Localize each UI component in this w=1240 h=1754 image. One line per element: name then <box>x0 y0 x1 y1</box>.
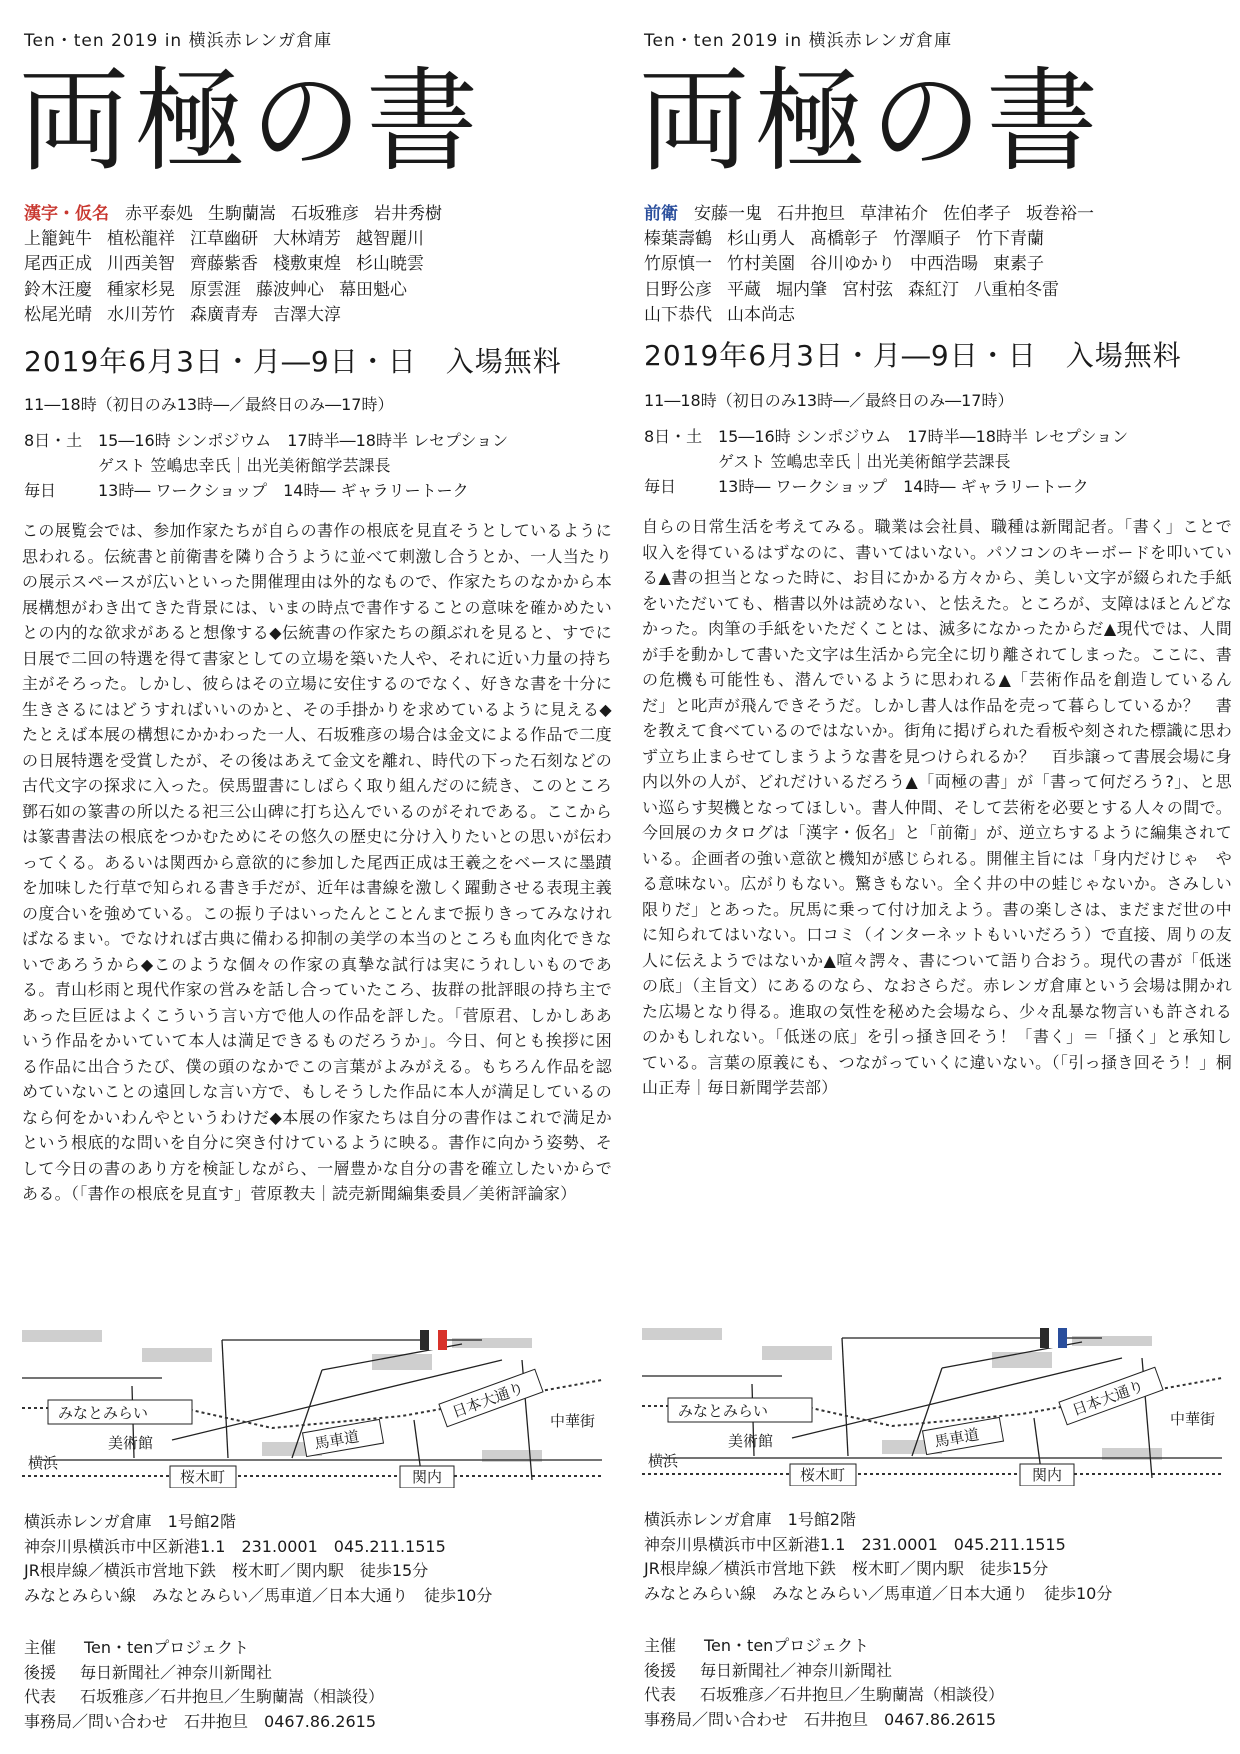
flag-stripe <box>1040 1328 1049 1348</box>
support-value: 毎日新聞社／神奈川新聞社 <box>80 1662 273 1682</box>
map-label-museum: 美術館 <box>728 1432 774 1450</box>
event-schedule <box>24 428 508 503</box>
artist-name: 鈴木汪慶 <box>24 279 92 300</box>
flag-icon <box>420 1330 447 1350</box>
venue-info <box>24 1510 492 1608</box>
artist-name: 水川芳竹 <box>107 304 175 325</box>
organizer-info <box>24 1636 384 1734</box>
access-map <box>22 1330 602 1488</box>
artist-name: 平蔵 <box>727 279 761 300</box>
artist-name: 中西浩暘 <box>910 254 978 275</box>
office-label: 事務局／問い合わせ <box>644 1709 789 1729</box>
flag-stripe <box>438 1330 447 1350</box>
support-label: 後援 <box>24 1662 57 1682</box>
artist-name: 松尾光晴 <box>24 304 92 325</box>
category-label: 前衛 <box>644 204 678 224</box>
essay-paragraph: この展覧会では、参加作家たちが自らの書作の根底を見直そうとしているように思われる。伝統書と前衛書を隣り合うように並べて刺激し合うとか、一人当たりの展示スペースが広いといった開催理由は外的なもので、作家たちのなかから本展構想がわき出てきた背景には、いまの時点で書作することの意味を確かめたいとの内的な欲求があると想像する◆伝統書の作家たちの顔ぶれを見ると、すでに日展で二回の特選を得て書家としての立場を築いた人や、それに近い力量の持ち主がそろった。しかし、彼らはその立場に安住するのでなく、好きな書を十分に生きさるにはどうすればいいのかと、その手掛かりを求めているように見える◆たとえば本展の構想にかかわった一人、石坂雅彦の場合は金文による作品で二度の日展特選を受賞したが、その後はあえて金文を離れ、時代の下った石刻などの古代文字の探求に入った。侯馬盟書にしばらく取り組んだのに続き、このところ鄧石如の篆書の所以たる祀三公山碑に打ち込んでいるのがそれである。ここからは篆書書法の根底をつかむためにその悠久の歴史に分け入りたいとの思いが伝わってくる。あるいは関西から意欲的に参加した尾西正成は王羲之をベースに墨蹟を加味した行草で知られる書き手だが、近年は書線を激しく躍動させる表現主義の度合いを強めている。この振り子はいったんとことんまで振りきってみなければなるまい。でなければ古典に備わる抑制の美学の本当のところも血肉化できないであろうから◆このような個々の作家の真摯な試行は実にうれしいものである。青山杉雨と現代作家の営みを話し合っていたころ、抜群の批評眼の持ち主であった巨匠はよくこういう言い方で他人の作品を評した。「菅原君、しかしああいう作品をかいていて本人は満足できるものだろうか」。今日、何とも挨拶に困る作品に出合うたび、僕の頭のなかでこの言葉がよみがえる。もちろん作品を認めていないことの遠回しな言い方で、もしそうした作品に本人が満足しているのなら何をかいわんやというわけだ◆本展の作家たちは自分の書作はこれで満足かという根底的な問いを自分に突き付けているように映る。書作に向かう姿勢、そして今日の書のあり方を検証しながら、一層豊かな自分の書を確立したいからである。（「書作の根底を見直す」菅原教夫｜読売新聞編集委員／美術評論家） <box>22 521 613 1203</box>
support-label: 後援 <box>644 1660 677 1680</box>
office-label: 事務局／問い合わせ <box>24 1711 169 1731</box>
artist-line <box>644 303 1234 328</box>
host-value: Ten・tenプロジェクト <box>704 1636 869 1655</box>
artist-name: 種家杉晃 <box>107 279 175 300</box>
schedule-event: 15―16時 シンポジウム 17時半―18時半 レセプション <box>98 431 509 450</box>
artist-name: 森紅汀 <box>908 279 959 300</box>
map-label-sakuragicho: 桜木町 <box>800 1466 846 1484</box>
rep-value: 石坂雅彦／石井抱旦／生駒蘭嵩（相談役） <box>700 1685 1005 1704</box>
venue-line: 横浜赤レンガ倉庫 1号館2階 <box>644 1510 856 1529</box>
artist-name: 原雲涯 <box>190 279 241 300</box>
artist-name: 佐伯孝子 <box>943 204 1011 224</box>
exhibition-date: 2019年6月3日・月―9日・日 入場無料 <box>24 345 562 378</box>
artist-line <box>644 278 1234 303</box>
category-label: 漢字・仮名 <box>24 204 109 224</box>
map-label-nihon-odori: 日本大通り <box>1069 1376 1147 1420</box>
map-label-nihon-odori: 日本大通り <box>449 1378 527 1422</box>
map-label-museum: 美術館 <box>108 1434 154 1452</box>
map-label-kannai: 関内 <box>1032 1466 1063 1484</box>
artist-name: 生駒蘭嵩 <box>208 204 276 224</box>
artist-name: 榛葉壽鶴 <box>644 229 712 250</box>
flag-stripe <box>420 1330 429 1350</box>
artist-name: 植松龍祥 <box>107 229 175 250</box>
artist-line <box>24 303 614 328</box>
event-schedule <box>644 424 1128 499</box>
left-flyer <box>18 0 613 1754</box>
venue-line: JR根岸線／横浜市営地下鉄 桜木町／関内駅 徒歩15分 <box>24 1561 429 1580</box>
map-label-sakuragicho: 桜木町 <box>180 1468 226 1486</box>
schedule-day: 8日・土 <box>644 427 703 446</box>
artist-line <box>644 227 1234 252</box>
artist-name: 江草幽研 <box>190 229 258 250</box>
rep-label: 代表 <box>644 1685 677 1704</box>
map-label-bashamichi: 馬車道 <box>313 1427 361 1453</box>
artist-name: 石坂雅彦 <box>291 204 359 224</box>
artist-name: 岩井秀樹 <box>374 204 442 224</box>
artist-name: 藤波艸心 <box>256 279 324 300</box>
exhibition-title: 両極の書 <box>638 57 1102 187</box>
map-boxes <box>48 1369 543 1488</box>
schedule-guest: ゲスト 笠嶋忠幸氏｜出光美術館学芸課長 <box>98 456 391 475</box>
opening-hours: 11―18時（初日のみ13時―／最終日のみ―17時） <box>644 391 1014 410</box>
schedule-day: 毎日 <box>24 481 57 500</box>
organizer-info <box>644 1634 1004 1732</box>
artist-line <box>24 278 614 303</box>
artist-name: 髙橋彰子 <box>810 229 878 250</box>
exhibition-date: 2019年6月3日・月―9日・日 入場無料 <box>644 339 1182 372</box>
artist-name: 八重柏冬雷 <box>974 279 1059 300</box>
map-label-kannai: 関内 <box>412 1468 443 1486</box>
rep-label: 代表 <box>24 1687 57 1706</box>
artist-name: 越智麗川 <box>356 229 424 250</box>
venue-line: みなとみらい線 みなとみらい／馬車道／日本大通り 徒歩10分 <box>644 1583 1113 1603</box>
artist-name: 吉澤大淳 <box>273 304 341 325</box>
artist-name: 堀内肇 <box>776 279 827 300</box>
map-label-yokohama: 横浜 <box>28 1454 59 1472</box>
artist-name: 宮村弦 <box>842 279 893 300</box>
artist-line <box>24 252 614 277</box>
artist-name: 石井抱旦 <box>777 204 845 224</box>
schedule-guest: ゲスト 笠嶋忠幸氏｜出光美術館学芸課長 <box>718 452 1011 471</box>
artist-name: 安藤一鬼 <box>694 204 762 224</box>
map-label-minatomirai: みなとみらい <box>58 1404 149 1422</box>
venue-line: 神奈川県横浜市中区新港1.1 231.0001 045.211.1515 <box>24 1536 446 1556</box>
schedule-day: 8日・土 <box>24 431 83 450</box>
access-map <box>642 1328 1222 1486</box>
venue-line: JR根岸線／横浜市営地下鉄 桜木町／関内駅 徒歩15分 <box>644 1559 1049 1578</box>
office-value: 石井抱旦 0467.86.2615 <box>184 1711 377 1731</box>
venue-line: みなとみらい線 みなとみらい／馬車道／日本大通り 徒歩10分 <box>24 1585 493 1605</box>
artist-name: 竹下青蘭 <box>976 229 1044 250</box>
event-name: Ten・ten 2019 in 横浜赤レンガ倉庫 <box>24 31 333 51</box>
schedule-day: 毎日 <box>644 477 677 496</box>
artist-name: 杉山勇人 <box>727 229 795 250</box>
artist-name: 日野公彦 <box>644 279 712 300</box>
artist-name: 幕田魁心 <box>339 279 407 300</box>
artist-name: 谷川ゆかり <box>810 254 895 275</box>
artist-name: 山本尚志 <box>727 304 795 325</box>
artist-line <box>644 252 1234 277</box>
artist-line <box>644 202 1234 227</box>
flag-stripe <box>1058 1328 1067 1348</box>
event-name: Ten・ten 2019 in 横浜赤レンガ倉庫 <box>644 31 953 51</box>
exhibition-title: 両極の書 <box>18 57 482 187</box>
flag-stripe <box>1049 1328 1058 1348</box>
artist-list <box>644 202 1234 328</box>
artist-name: 赤平泰処 <box>125 204 193 224</box>
flag-icon <box>1040 1328 1067 1348</box>
map-label-chinatown: 中華街 <box>550 1412 596 1430</box>
artist-name: 竹村美園 <box>727 254 795 275</box>
venue-info <box>644 1508 1112 1606</box>
support-value: 毎日新聞社／神奈川新聞社 <box>700 1660 893 1680</box>
schedule-event: 13時― ワークショップ 14時― ギャラリートーク <box>98 481 469 500</box>
artist-name: 川西美智 <box>107 254 175 275</box>
essay-text <box>642 514 1232 1101</box>
rep-value: 石坂雅彦／石井抱旦／生駒蘭嵩（相談役） <box>80 1687 385 1706</box>
artist-name: 森廣青寿 <box>190 304 258 325</box>
essay-paragraph: 自らの日常生活を考えてみる。職業は会社員、職種は新聞記者。「書く」ことで収入を得ているはずなのに、書いてはいない。パソコンのキーボードを叩いている▲書の担当となった時に、お目にかかる方々から、美しい文字が綴られた手紙をいただいても、楷書以外は読めない、と怯えた。ところが、支障はほとんどなかった。肉筆の手紙をいただくことは、滅多になかったからだ▲現代では、人間が手を動かして書いた文字は生活から完全に切り離されてしまった。ここに、書の危機も可能性も、潜んでいるように思われる▲「芸術作品を創造しているんだ」と叱声が飛んできそうだ。しかし書人は作品を売って暮らしているか？ 書を教えて食べているのではないか。街角に掲げられた看板や刻された標識に思わず立ち止まらせてしまうような書を見つけられるか？ 百歩譲って書展会場に身内以外の人が、どれだけいるだろう▲「両極の書」が「書って何だろう?」、と思い巡らす契機となってほしい。書人仲間、そして芸術を必要とする人々の間で。今回展のカタログは「漢字・仮名」と「前衛」が、逆立ちするように編集されている。企画者の強い意欲と機知が感じられる。開催主旨には「身内だけじゃ やる意味ない。広がりもない。驚きもない。全く井の中の蛙じゃないか。さみしい限りだ」とあった。尻馬に乗って付け加えよう。書の楽しさは、まだまだ世の中に知られてはいない。口コミ（インターネットもいいだろう）で直接、周りの友人に伝えようではないか▲喧々諤々、書について語り合おう。現代の書が「低迷の底」（主旨文）にあるのなら、なおさらだ。赤レンガ倉庫という会場は開かれた広場となり得る。進取の気性を秘めた会場なら、少々乱暴な物言いも許されるのかもしれない。「低迷の底」を引っ掻き回そう！「書く」＝「掻く」と承知している。言葉の原義にも、つながっていくに違いない。（「引っ掻き回そう！」桐山正寿｜毎日新聞学芸部） <box>642 517 1232 1097</box>
venue-line: 横浜赤レンガ倉庫 1号館2階 <box>24 1512 236 1531</box>
artist-name: 杉山暁雲 <box>356 254 424 275</box>
map-label-yokohama: 横浜 <box>648 1452 679 1470</box>
artist-name: 尾西正成 <box>24 254 92 275</box>
map-label-bashamichi: 馬車道 <box>933 1425 981 1451</box>
artist-name: 棧敷東煌 <box>273 254 341 275</box>
essay-text <box>22 518 612 1207</box>
artist-list <box>24 202 614 328</box>
artist-line <box>24 202 614 227</box>
artist-name: 竹澤順子 <box>893 229 961 250</box>
flag-stripe <box>429 1330 438 1350</box>
schedule-event: 13時― ワークショップ 14時― ギャラリートーク <box>718 477 1089 496</box>
artist-line <box>24 227 614 252</box>
artist-name: 山下恭代 <box>644 304 712 325</box>
schedule-event: 15―16時 シンポジウム 17時半―18時半 レセプション <box>718 427 1129 446</box>
opening-hours: 11―18時（初日のみ13時―／最終日のみ―17時） <box>24 395 394 414</box>
artist-name: 坂巻裕一 <box>1026 204 1094 224</box>
right-flyer <box>638 0 1232 1754</box>
venue-line: 神奈川県横浜市中区新港1.1 231.0001 045.211.1515 <box>644 1534 1066 1554</box>
map-label-minatomirai: みなとみらい <box>678 1402 769 1420</box>
artist-name: 大林靖芳 <box>273 229 341 250</box>
host-value: Ten・tenプロジェクト <box>84 1638 249 1657</box>
map-boxes <box>668 1367 1163 1486</box>
artist-name: 竹原慎一 <box>644 254 712 275</box>
office-value: 石井抱旦 0467.86.2615 <box>804 1709 997 1729</box>
artist-name: 上籠鈍牛 <box>24 229 92 250</box>
map-label-chinatown: 中華街 <box>1170 1410 1216 1428</box>
artist-name: 草津祐介 <box>860 204 928 224</box>
host-label: 主催 <box>24 1638 57 1657</box>
artist-name: 東素子 <box>993 254 1044 275</box>
host-label: 主催 <box>644 1636 677 1655</box>
artist-name: 齊藤紫香 <box>190 254 258 275</box>
